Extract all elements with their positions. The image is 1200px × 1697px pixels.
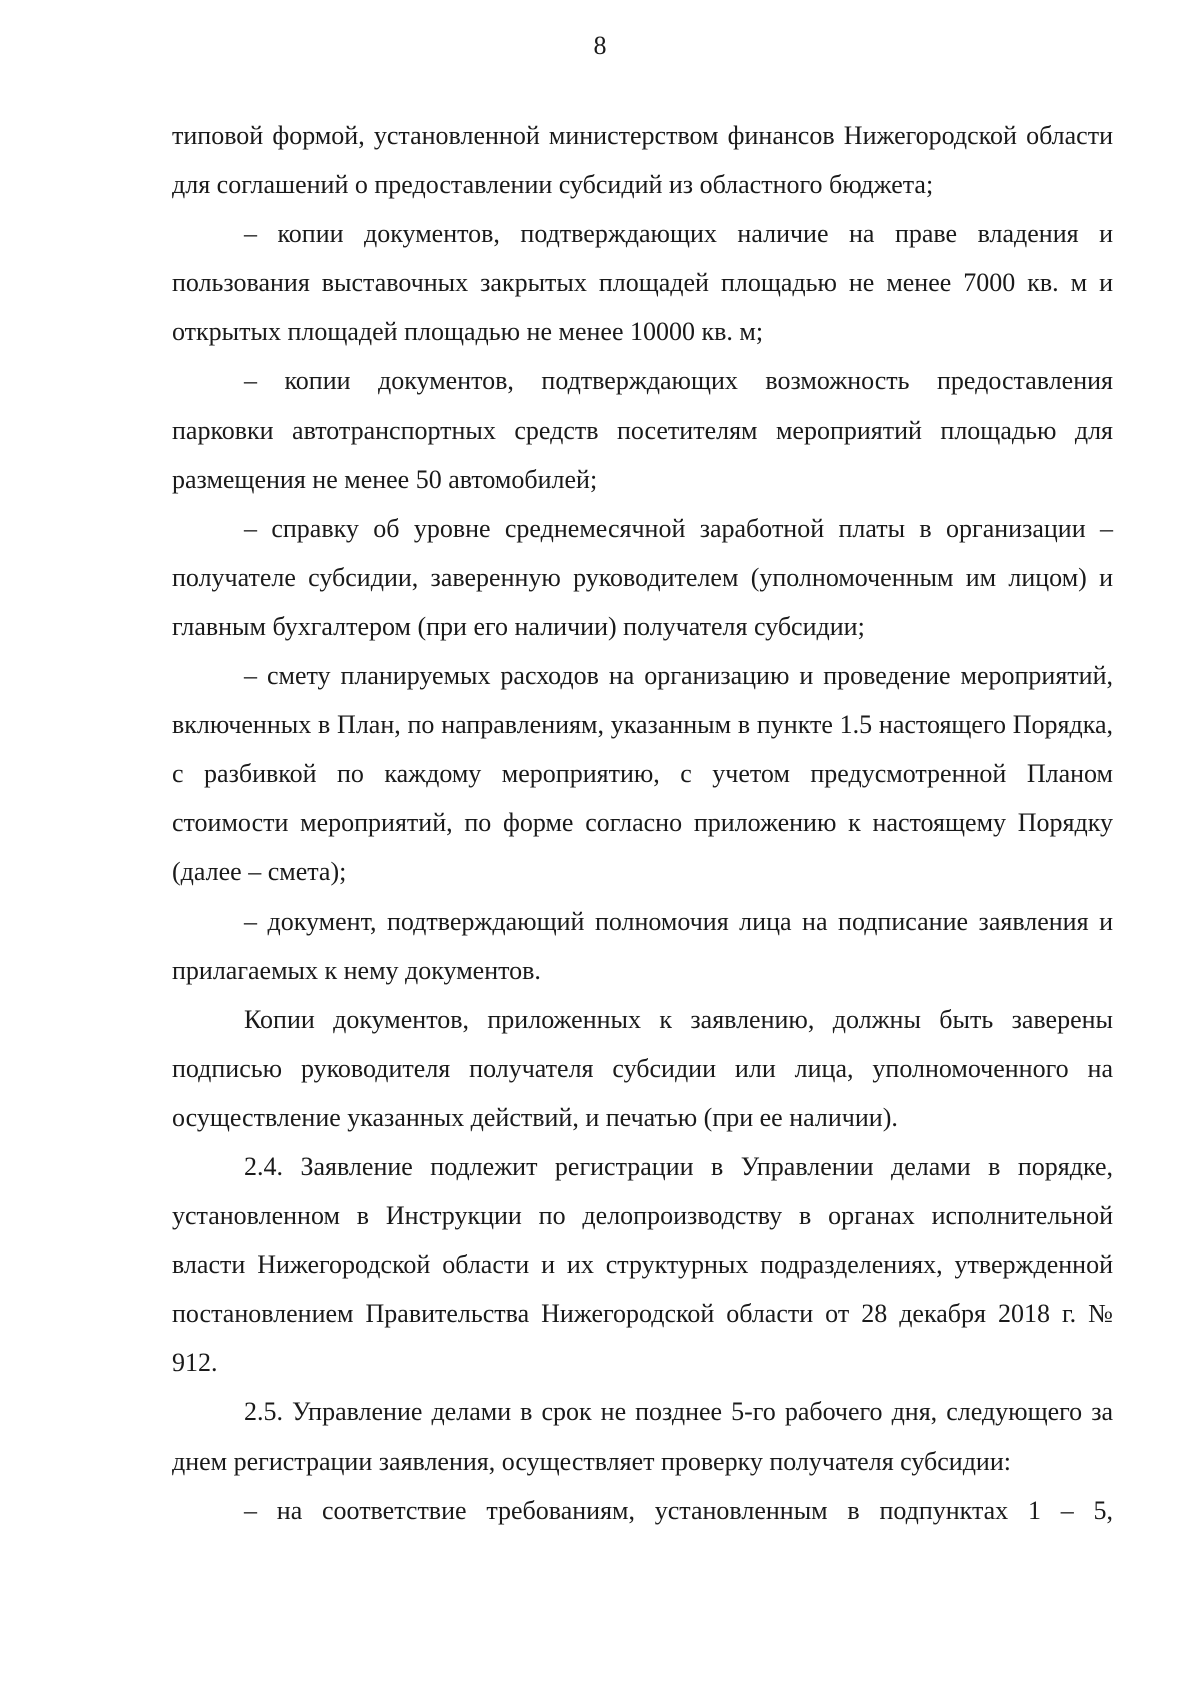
paragraph-5: – смету планируемых расходов на организацию и проведение мероприятий, включенных в План, по направлениям, указанным в пункте 1.5 настоящего Порядка, с разбивкой по каждому мероприятию, с учетом предусмотренной Планом стоимости мероприятий, по форме согласно приложению к настоящему Порядку (далее – смета); (172, 661, 1113, 887)
paragraph-3: – копии документов, подтверждающих возможность предоставления парковки автотранспортных средств посетителям мероприятий площадью для размещения не менее 50 автомобилей; (172, 366, 1113, 494)
paragraph-9: 2.5. Управление делами в срок не позднее 5-го рабочего дня, следующего за днем регистрации заявления, осуществляет проверку получателя субсидии: (172, 1397, 1113, 1476)
paragraph-7: Копии документов, приложенных к заявлению, должны быть заверены подписью руководителя получателя субсидии или лица, уполномоченного на осуществление указанных действий, и печатью (при ее наличии). (172, 1004, 1113, 1132)
paragraph-8: 2.4. Заявление подлежит регистрации в Управлении делами в порядке, установленном в Инструкции по делопроизводству в органах исполнительной власти Нижегородской области и их структурных подразделениях, утвержденной постановлением Правительства Нижегородской области от 28 декабря 2018 г. № 912. (172, 1151, 1113, 1378)
page-number: 8 (593, 31, 607, 60)
paragraph-2: – копии документов, подтверждающих наличие на праве владения и пользования выставочных закрытых площадей площадью не менее 7000 кв. м и открытых площадей площадью не менее 10000 кв. м; (172, 219, 1113, 347)
document-body (172, 111, 1113, 1535)
paragraph-4: – справку об уровне среднемесячной заработной платы в организации – получателе субсидии, заверенную руководителем (уполномоченным им лицом) и главным бухгалтером (при его наличии) получателя субсидии; (172, 513, 1113, 641)
paragraph-10: – на соответствие требованиям, установленным в подпунктах 1 – 5, (244, 1495, 1113, 1525)
paragraph-1: типовой формой, установленной министерством финансов Нижегородской области для соглашений о предоставлении субсидий из областного бюджета; (172, 121, 1113, 200)
paragraph-6: – документ, подтверждающий полномочия лица на подписание заявления и прилагаемых к нему документов. (172, 906, 1113, 985)
